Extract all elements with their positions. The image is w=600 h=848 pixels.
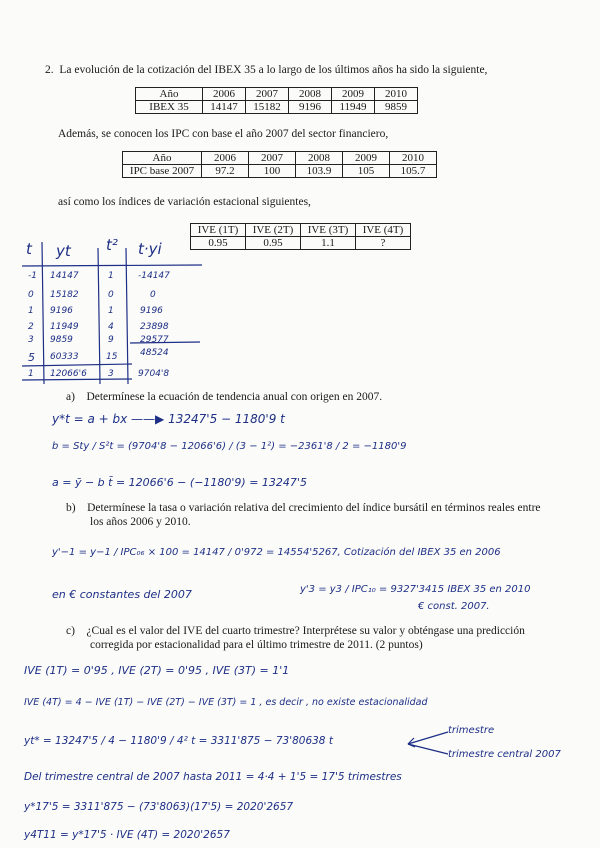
hw-c-line5: y*17'5 = 3311'875 − (73'8063)(17'5) = 2020'2657 — [24, 801, 294, 813]
ipc-cell: 97.2 — [202, 165, 249, 178]
ive-cell: ? — [356, 237, 411, 250]
ibex-table-header — [136, 88, 418, 101]
hw-cell: 9196 — [140, 306, 163, 316]
hw-cell: -14147 — [138, 271, 170, 281]
part-b-line2: los años 2006 y 2010. — [90, 516, 191, 528]
ive-table-header — [191, 224, 411, 237]
ipc-header-cell: 2009 — [343, 152, 390, 165]
ive-header-cell: IVE (2T) — [246, 224, 301, 237]
hw-cell: 4 — [108, 322, 114, 332]
hw-b-line2: en € constantes del 2007 — [52, 588, 192, 601]
hw-table-header: t — [26, 240, 32, 258]
part-a-label: a) — [66, 391, 75, 403]
hw-a-line1: y*t = a + bx ——▶ 13247'5 − 1180'9 t — [52, 412, 285, 426]
hw-cell: 1 — [108, 306, 114, 316]
ive-cell: 0.95 — [246, 237, 301, 250]
ipc-table-row — [123, 165, 437, 178]
hw-cell: 11949 — [50, 322, 79, 332]
part-b — [66, 501, 541, 515]
hw-cell: 9196 — [50, 306, 73, 316]
ive-table — [190, 223, 411, 250]
ipc-intro: Además, se conocen los IPC con base el año 2007 del sector financiero, — [58, 128, 389, 140]
ive-header-cell: IVE (1T) — [191, 224, 246, 237]
ibex-header-cell: 2006 — [203, 88, 246, 101]
ibex-table-row — [136, 101, 418, 114]
hw-arrows — [404, 724, 452, 760]
hw-cell: 3 — [108, 369, 114, 379]
ibex-cell: 14147 — [203, 101, 246, 114]
hw-cell: 23898 — [140, 322, 169, 332]
part-a — [66, 390, 382, 404]
ibex-cell: IBEX 35 — [136, 101, 203, 114]
part-c-label: c) — [66, 625, 75, 637]
hw-cell: 9 — [108, 335, 114, 345]
hw-table-header: yt — [56, 242, 71, 260]
hw-c-line3: yt* = 13247'5 / 4 − 1180'9 / 4² t = 3311'875 − 73'80638 t — [24, 735, 333, 747]
ipc-cell: 103.9 — [296, 165, 343, 178]
hw-cell: 1 — [108, 271, 114, 281]
part-b-line1: Determínese la tasa o variación relativa del crecimiento del índice bursátil en términos reales entre — [87, 502, 541, 514]
handwritten-table — [20, 238, 210, 388]
ipc-header-cell: Año — [123, 152, 202, 165]
hw-c-note1: trimestre — [448, 725, 495, 736]
ipc-cell: IPC base 2007 — [123, 165, 202, 178]
ipc-cell: 105.7 — [390, 165, 437, 178]
ibex-cell: 15182 — [246, 101, 289, 114]
hw-c-line1: IVE (1T) = 0'95 , IVE (2T) = 0'95 , IVE (3T) = 1'1 — [24, 664, 290, 677]
ibex-header-cell: 2010 — [375, 88, 418, 101]
hw-a-line2: b = Sty / S²t = (9704'8 − 12066'6) / (3 − 1²) = −2361'8 / 2 = −1180'9 — [52, 441, 407, 452]
ive-header-cell: IVE (3T) — [301, 224, 356, 237]
hw-a-line3: a = ȳ − b t̄ = 12066'6 − (−1180'9) = 13247'5 — [52, 476, 307, 489]
hw-cell: -1 — [28, 271, 37, 281]
ibex-header-cell: Año — [136, 88, 203, 101]
hw-cell: 0 — [150, 290, 156, 300]
hw-cell: 12066'6 — [50, 369, 87, 379]
hw-cell: 0 — [28, 290, 34, 300]
ibex-header-cell: 2009 — [332, 88, 375, 101]
hw-c-line6: y4T11 = y*17'5 · IVE (4T) = 2020'2657 — [24, 829, 230, 841]
hw-b-line3: y'3 = y3 / IPC₁₀ = 9327'3415 IBEX 35 en 2010 — [300, 584, 531, 595]
ipc-header-cell: 2008 — [296, 152, 343, 165]
ipc-table — [122, 151, 437, 178]
hw-cell: 1 — [28, 369, 34, 379]
hw-c-line4: Del trimestre central de 2007 hasta 2011 = 4·4 + 1'5 = 17'5 trimestres — [24, 771, 402, 783]
hw-cell: 9704'8 — [138, 369, 170, 379]
part-c — [66, 624, 525, 638]
ive-header-cell: IVE (4T) — [356, 224, 411, 237]
part-b-label: b) — [66, 502, 76, 514]
ibex-table — [135, 87, 418, 114]
ibex-cell: 11949 — [332, 101, 375, 114]
ive-cell: 0.95 — [191, 237, 246, 250]
hw-cell: 15182 — [50, 290, 79, 300]
ipc-header-cell: 2010 — [390, 152, 437, 165]
ipc-header-cell: 2007 — [249, 152, 296, 165]
ipc-header-cell: 2006 — [202, 152, 249, 165]
hw-cell: 15 — [106, 352, 118, 362]
question-number: 2. — [45, 64, 54, 76]
hw-cell: 29577 — [140, 335, 169, 345]
hw-cell: 2 — [28, 322, 34, 332]
ibex-cell: 9859 — [375, 101, 418, 114]
hw-cell: 9859 — [50, 335, 73, 345]
handwritten-table-lines — [20, 238, 210, 388]
ipc-cell: 100 — [249, 165, 296, 178]
hw-b-line4: € const. 2007. — [418, 601, 490, 612]
question-intro — [45, 63, 487, 77]
hw-cell: 60333 — [50, 352, 79, 362]
part-c-line1: ¿Cual es el valor del IVE del cuarto trimestre? Interprétese su valor y obténgase una predicción — [86, 625, 525, 637]
hw-cell: 0 — [108, 290, 114, 300]
hw-table-header: t·yi — [138, 240, 162, 258]
ive-table-row — [191, 237, 411, 250]
ipc-cell: 105 — [343, 165, 390, 178]
ibex-header-cell: 2007 — [246, 88, 289, 101]
ipc-table-header — [123, 152, 437, 165]
hw-table-header: t² — [106, 236, 118, 254]
part-a-text: Determínese la ecuación de tendencia anual con origen en 2007. — [86, 391, 383, 403]
hw-cell: 5 — [28, 351, 35, 364]
ibex-cell: 9196 — [289, 101, 332, 114]
ive-intro: así como los índices de variación estacional siguientes, — [58, 196, 311, 208]
part-c-line2: corregida por estacionalidad para el último trimestre de 2011. (2 puntos) — [90, 639, 423, 651]
hw-c-note2: trimestre central 2007 — [448, 749, 561, 760]
question-intro-text: La evolución de la cotización del IBEX 35 a lo largo de los últimos años ha sido la siguiente, — [59, 64, 488, 76]
hw-cell: 1 — [28, 306, 34, 316]
hw-cell: 3 — [28, 335, 34, 345]
ibex-header-cell: 2008 — [289, 88, 332, 101]
ive-cell: 1.1 — [301, 237, 356, 250]
hw-cell: 14147 — [50, 271, 79, 281]
hw-c-line2: IVE (4T) = 4 − IVE (1T) − IVE (2T) − IVE (3T) = 1 , es decir , no existe estacionalidad — [24, 697, 428, 708]
hw-cell: 48524 — [140, 348, 169, 358]
hw-b-line1: y'−1 = y−1 / IPC₀₆ × 100 = 14147 / 0'972 = 14554'5267, Cotización del IBEX 35 en 2006 — [52, 547, 501, 558]
